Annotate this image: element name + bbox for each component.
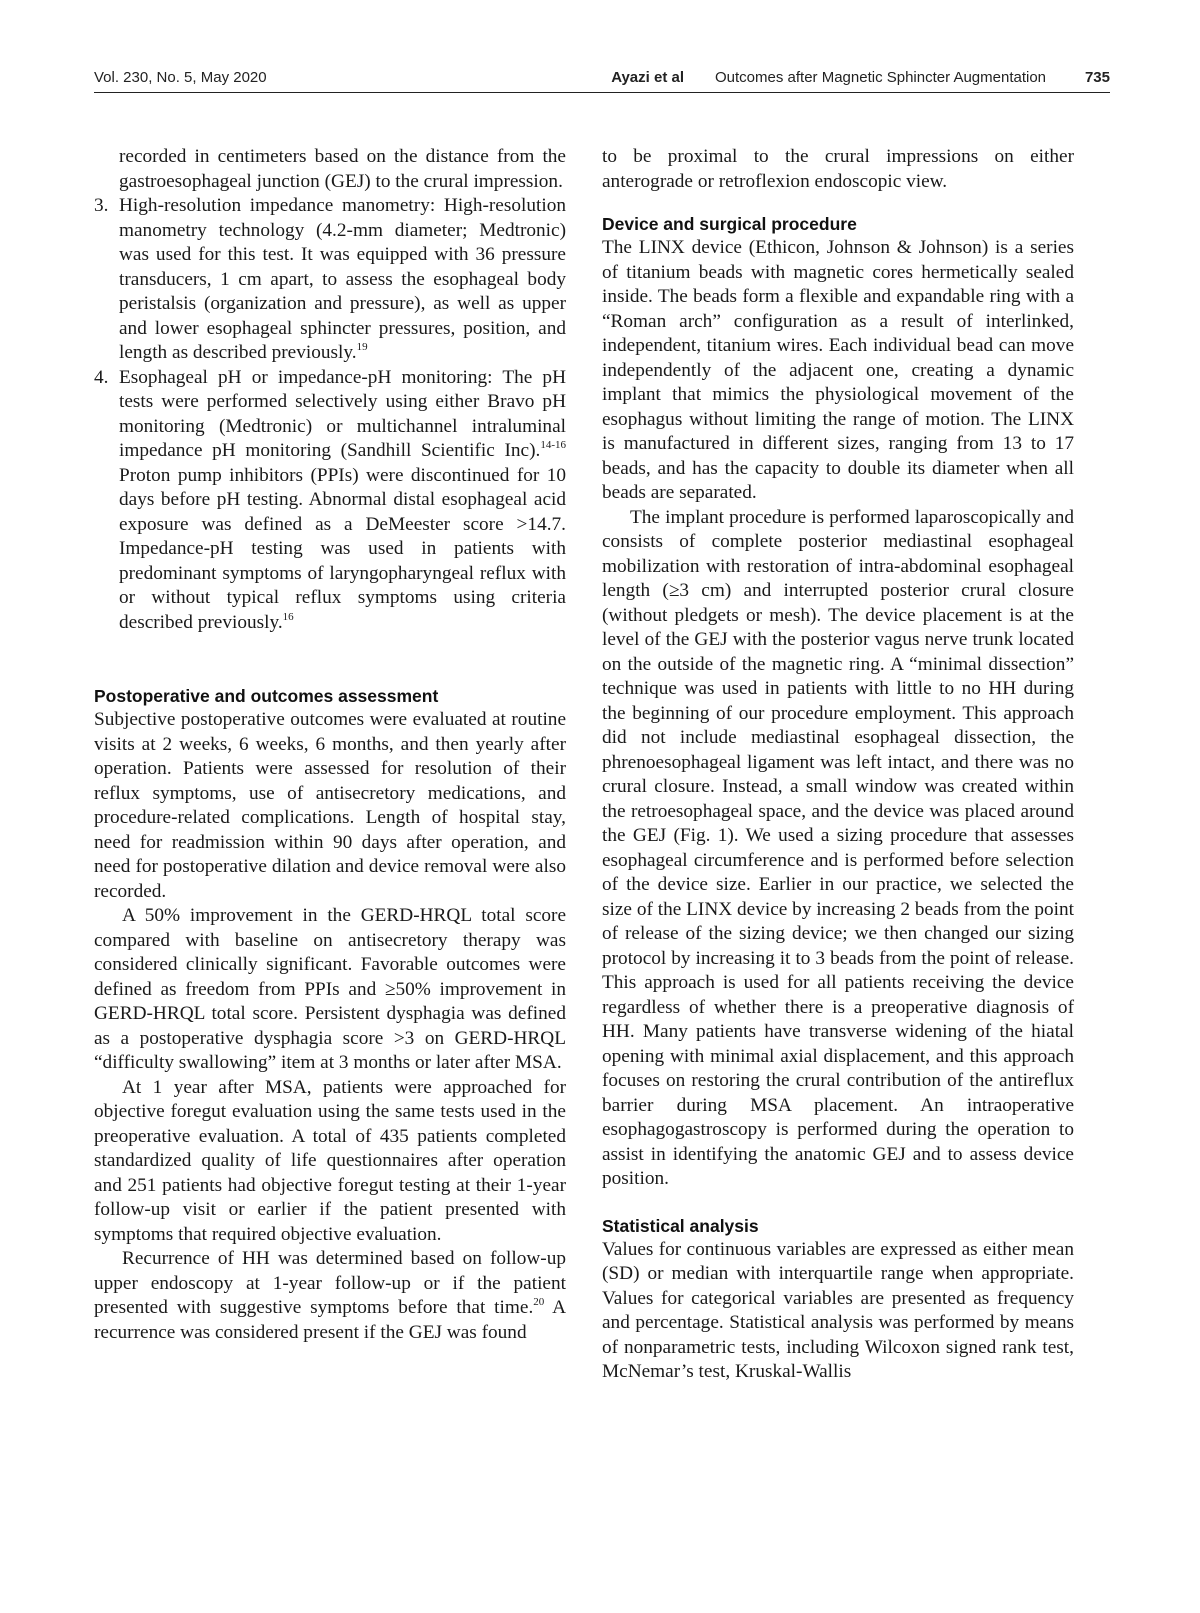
running-title: Outcomes after Magnetic Sphincter Augmentation: [715, 69, 1047, 86]
paragraph: Values for continuous variables are expressed as either mean (SD) or median with interquartile range when appropriate. Values for categorical variables are presented as frequency and percentage. Statistical analysis was performed by means of nonparametric tests, including Wilcoxon signed rank test, McNemar’s test, Kruskal-Wallis: [602, 1238, 1074, 1382]
running-authors: Ayazi et al: [611, 69, 684, 86]
paragraph: A 50% improvement in the GERD-HRQL total score compared with baseline on antisecretory therapy was considered clinically significant. Favorable outcomes were defined as freedom from PPIs and ≥50% improvement in GERD-HRQL total score. Persistent dysphagia was defined as a postoperative dysphagia score >3 on GERD-HRQL “difficulty swallowing” item at 3 months or later after MSA.: [94, 905, 566, 1073]
journal-volume: Vol. 230, No. 5, May 2020: [94, 69, 267, 86]
paragraph: The implant procedure is performed laparoscopically and consists of complete posterior mediastinal esophageal mobilization with restoration of intra-abdominal esophageal length (≥3 cm) and interrupted posterior crural closure (without pledgets or mesh). The device placement is at the level of the GEJ with the posterior vagus nerve trunk located on the outside of the magnetic ring. A “minimal dissection” technique was used in patients with little to no HH during the beginning of our procedure employment. This approach did not include mediastinal esophageal dissection, the phrenoesophageal ligament was left intact, and there was no crural closure. Instead, a small window was created within the retroesophageal space, and the device was placed around the GEJ (Fig. 1). We used a sizing procedure that assesses esophageal circumference and is performed before selection of the device size. Earlier in our practice, we selected the size of the LINX device by increasing 2 beads from the point of release of the sizing device; we then changed our sizing protocol by increasing it to 3 beads from the point of release. This approach is used for all patients receiving the device regardless of whether there is a preoperative diagnosis of HH. Many patients have transverse widening of the hiatal opening with minimal axial displacement, and this approach focuses on restoring the crural contribution of the antireflux barrier during MSA placement. An intraoperative esophagogastroscopy is performed during the operation to assist in identifying the anatomic GEJ and to assess device position.: [602, 506, 1074, 1189]
paragraph-text-cont: A recurrence was considered present if the GEJ was found: [94, 1297, 567, 1343]
list-number: 3.: [94, 195, 109, 216]
citation-ref: 16: [282, 610, 294, 623]
list-item-3: [94, 194, 566, 366]
citation-ref: 19: [356, 341, 368, 353]
running-header: [94, 66, 1110, 93]
citation-ref: 14-16: [540, 439, 566, 451]
list-item-3-text: High-resolution impedance manometry: High-resolution manometry technology (4.2-mm diameter; Medtronic) was used for this test. It was equipped with 36 pressure transducers, 1 cm apart, to assess the esophageal body peristalsis (organization and pressure), as well as upper and lower esophageal sphincter pressures, position, and length as described previously.: [119, 195, 566, 363]
paragraph: At 1 year after MSA, patients were approached for objective foregut evaluation using the same tests used in the preoperative evaluation. A total of 435 patients completed standardized quality of life questionnaires after operation and 251 patients had objective foregut testing at their 1-year follow-up visit or earlier if the patient presented with symptoms that required objective evaluation.: [94, 1076, 566, 1245]
list-item-4-text-cont: Proton pump inhibitors (PPIs) were discontinued for 10 days before pH testing. Abnormal distal esophageal acid exposure was defined as a DeMeester score >14.7. Impedance-pH testing was used in patients with predominant symptoms of laryngopharyngeal reflux with or without typical reflux symptoms using criteria described previously.: [119, 464, 566, 633]
paragraph-text: Recurrence of HH was determined based on follow-up upper endoscopy at 1-year follow-up or if the patient presented with suggestive symptoms before that time.: [94, 1248, 566, 1318]
section-heading-postoperative: Postoperative and outcomes assessment: [94, 686, 439, 706]
paragraph-continuation: to be proximal to the crural impressions on either anterograde or retroflexion endoscopic view.: [602, 146, 1074, 192]
list-item-4-text: Esophageal pH or impedance-pH monitoring: The pH tests were performed selectively using either Bravo pH monitoring (Medtronic) or multichannel intraluminal impedance pH monitoring (Sandhill Scientific Inc).: [119, 366, 566, 461]
list-number: 4.: [94, 366, 109, 388]
right-column: [602, 145, 1074, 1385]
section-heading-statistics: Statistical analysis: [602, 1215, 759, 1236]
paragraph: The LINX device (Ethicon, Johnson & Johnson) is a series of titanium beads with magnetic cores hermetically sealed inside. The beads form a flexible and expandable ring with a “Roman arch” configuration as a result of interlinked, independent, titanium wires. Each individual bead can move independently of the adjacent one, creating a dynamic implant that mimics the physiological movement of the esophagus without limiting the range of motion. The LINX is manufactured in different sizes, ranging from 13 to 17 beads, and has the capacity to double its diameter when all beads are separated.: [602, 237, 1074, 503]
paragraph: [94, 1247, 566, 1345]
citation-ref: 20: [533, 1296, 545, 1308]
left-column: [94, 145, 566, 1345]
list-item-4: [94, 366, 566, 636]
page-number: 735: [1084, 69, 1110, 86]
paragraph: Subjective postoperative outcomes were evaluated at routine visits at 2 weeks, 6 weeks, 6 months, and then yearly after operation. Patients were assessed for resolution of their reflux symptoms, use of antisecretory medications, and procedure-related complications. Length of hospital stay, need for readmission within 90 days after operation, and need for postoperative dilation and device removal were also recorded.: [94, 709, 566, 902]
section-heading-device: Device and surgical procedure: [602, 214, 857, 234]
method-list: [94, 194, 566, 635]
list-item-2-continuation: recorded in centimeters based on the distance from the gastroesophageal junction (GEJ) to the crural impression.: [119, 146, 566, 192]
